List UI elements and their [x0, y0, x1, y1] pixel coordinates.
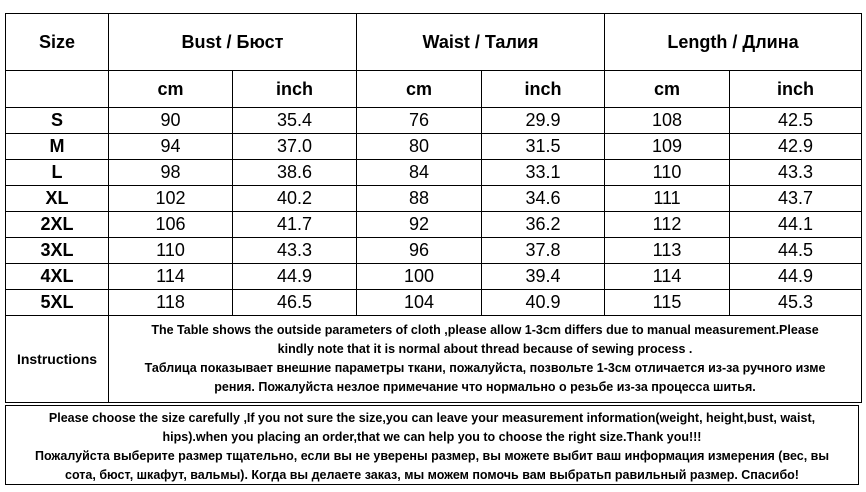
waist-inch-cell: 37.8	[482, 238, 605, 264]
table-row	[6, 134, 862, 160]
unit-bust-cm: cm	[109, 71, 233, 108]
bust-inch-cell: 35.4	[233, 108, 357, 134]
header-row	[6, 14, 862, 71]
length-cm-cell: 115	[605, 290, 730, 316]
instructions-line: рения. Пожалуйста незлое примечание что нормально о резьбе из-за процесса шитья.	[214, 380, 756, 394]
length-cm-cell: 112	[605, 212, 730, 238]
size-advice-note	[5, 405, 859, 485]
unit-length-cm: cm	[605, 71, 730, 108]
size-chart-table	[5, 13, 862, 403]
bust-inch-cell: 37.0	[233, 134, 357, 160]
waist-cm-cell: 88	[357, 186, 482, 212]
note-line: hips).when you placing an order,that we can help you to choose the right size.Thank you!!!	[162, 430, 702, 444]
header-bust: Bust / Бюст	[109, 14, 357, 71]
size-cell: 3XL	[6, 238, 109, 264]
instructions-line: The Table shows the outside parameters of cloth ,please allow 1-3cm differs due to manual measurement.Please	[151, 323, 819, 337]
waist-cm-cell: 104	[357, 290, 482, 316]
waist-cm-cell: 80	[357, 134, 482, 160]
length-inch-cell: 44.1	[730, 212, 862, 238]
waist-inch-cell: 40.9	[482, 290, 605, 316]
length-cm-cell: 113	[605, 238, 730, 264]
bust-cm-cell: 114	[109, 264, 233, 290]
length-inch-cell: 42.9	[730, 134, 862, 160]
instructions-line: kindly note that it is normal about thread because of sewing process .	[277, 342, 693, 356]
header-length: Length / Длина	[605, 14, 862, 71]
waist-inch-cell: 33.1	[482, 160, 605, 186]
waist-inch-cell: 29.9	[482, 108, 605, 134]
length-inch-cell: 44.9	[730, 264, 862, 290]
bust-cm-cell: 106	[109, 212, 233, 238]
size-cell: L	[6, 160, 109, 186]
waist-cm-cell: 96	[357, 238, 482, 264]
waist-inch-cell: 34.6	[482, 186, 605, 212]
bust-cm-cell: 118	[109, 290, 233, 316]
unit-length-inch: inch	[730, 71, 862, 108]
instructions-line: Таблица показывает внешние параметры ткани, пожалуйста, позвольте 1-3см отличается из-за ручного изме	[144, 361, 826, 375]
unit-blank	[6, 71, 109, 108]
length-inch-cell: 45.3	[730, 290, 862, 316]
bust-cm-cell: 90	[109, 108, 233, 134]
length-inch-cell: 43.3	[730, 160, 862, 186]
size-cell: M	[6, 134, 109, 160]
bust-inch-cell: 43.3	[233, 238, 357, 264]
length-inch-cell: 43.7	[730, 186, 862, 212]
bust-inch-cell: 41.7	[233, 212, 357, 238]
length-cm-cell: 108	[605, 108, 730, 134]
waist-inch-cell: 31.5	[482, 134, 605, 160]
waist-inch-cell: 36.2	[482, 212, 605, 238]
size-cell: 5XL	[6, 290, 109, 316]
bust-inch-cell: 44.9	[233, 264, 357, 290]
length-cm-cell: 114	[605, 264, 730, 290]
table-row	[6, 290, 862, 316]
waist-cm-cell: 84	[357, 160, 482, 186]
bust-inch-cell: 46.5	[233, 290, 357, 316]
waist-cm-cell: 100	[357, 264, 482, 290]
note-line: сота, бюст, шкафут, вальмы). Когда вы делаете заказ, мы можем помочь вам выбратьп равильный размер. Спасибо!	[65, 468, 799, 482]
note-line: Please choose the size carefully ,If you not sure the size,you can leave your measurement information(weight, height,bust, waist,	[48, 411, 816, 425]
bust-inch-cell: 40.2	[233, 186, 357, 212]
bust-cm-cell: 102	[109, 186, 233, 212]
length-inch-cell: 42.5	[730, 108, 862, 134]
instructions-text	[109, 316, 862, 403]
header-waist: Waist / Талия	[357, 14, 605, 71]
size-cell: XL	[6, 186, 109, 212]
table-row	[6, 264, 862, 290]
bust-cm-cell: 94	[109, 134, 233, 160]
unit-bust-inch: inch	[233, 71, 357, 108]
size-cell: S	[6, 108, 109, 134]
table-row	[6, 186, 862, 212]
note-line: Пожалуйста выберите размер тщательно, если вы не уверены размер, вы можете выбит ваш информация измерения (вес, вы	[34, 449, 830, 463]
unit-waist-cm: cm	[357, 71, 482, 108]
unit-waist-inch: inch	[482, 71, 605, 108]
header-size: Size	[6, 14, 109, 71]
length-cm-cell: 109	[605, 134, 730, 160]
instructions-row	[6, 316, 862, 403]
table-row	[6, 212, 862, 238]
table-row	[6, 160, 862, 186]
waist-cm-cell: 76	[357, 108, 482, 134]
table-row	[6, 238, 862, 264]
instructions-label: Instructions	[6, 316, 109, 403]
bust-cm-cell: 98	[109, 160, 233, 186]
size-cell: 2XL	[6, 212, 109, 238]
bust-cm-cell: 110	[109, 238, 233, 264]
size-cell: 4XL	[6, 264, 109, 290]
length-cm-cell: 111	[605, 186, 730, 212]
table-row	[6, 108, 862, 134]
waist-inch-cell: 39.4	[482, 264, 605, 290]
waist-cm-cell: 92	[357, 212, 482, 238]
unit-row	[6, 71, 862, 108]
length-cm-cell: 110	[605, 160, 730, 186]
bust-inch-cell: 38.6	[233, 160, 357, 186]
length-inch-cell: 44.5	[730, 238, 862, 264]
